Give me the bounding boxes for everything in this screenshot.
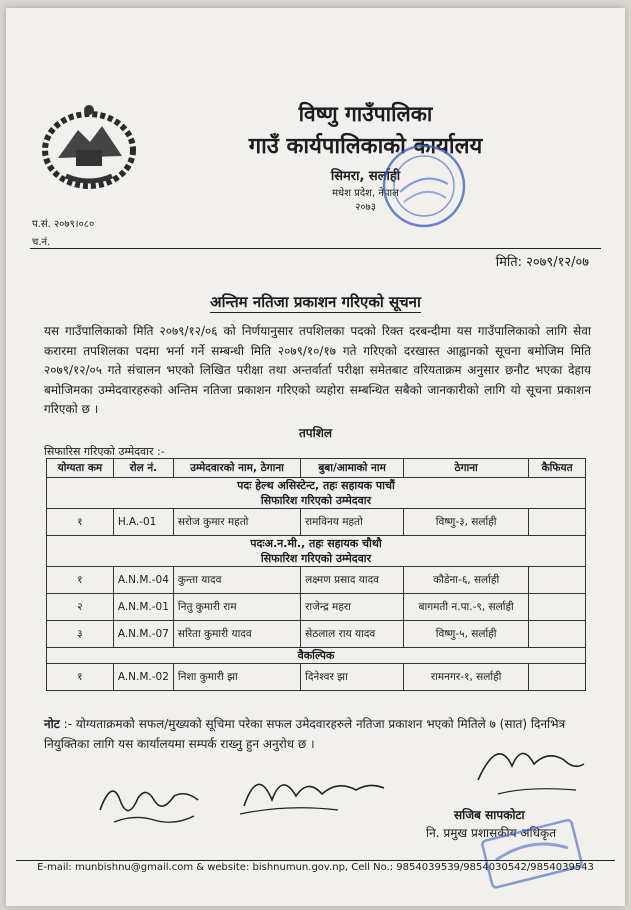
established-year: २०७३: [355, 202, 376, 213]
table-cell: रामविनय महतो: [301, 509, 404, 536]
table-cell: नितु कुमारी राम: [173, 594, 300, 621]
section-title: [47, 536, 586, 567]
notice-title: [6, 292, 625, 312]
table-row: [47, 509, 586, 536]
table-cell: लक्ष्मण प्रसाद यादव: [301, 567, 404, 594]
section-title: [47, 478, 586, 509]
table-cell: A.N.M.-01: [113, 594, 173, 621]
section-row: [47, 536, 586, 567]
section-row: [47, 478, 586, 509]
table-cell: [529, 567, 586, 594]
table-row: [47, 664, 586, 691]
table-cell: सरोज कुमार महतो: [173, 509, 300, 536]
table-row: [47, 567, 586, 594]
table-cell: कौडेना-६, सर्लाही: [404, 567, 529, 594]
table-cell: १: [47, 567, 114, 594]
footer-contact: E-mail: munbishnu@gmail.com & website: bishnumun.gov.np, Cell No.: 9854039539/9854030542/9854039543: [37, 862, 594, 873]
table-header: बुबा/आमाको नाम: [301, 459, 404, 478]
table-cell: सरिता कुमारी यादव: [173, 621, 300, 648]
table-cell: A.N.M.-02: [113, 664, 173, 691]
results-table: [46, 458, 586, 691]
table-cell: ३: [47, 621, 114, 648]
table-cell: राजेन्द्र महरा: [301, 594, 404, 621]
office-location: सिमरा, सर्लाही: [330, 169, 401, 184]
table-header: रोल नं.: [113, 459, 173, 478]
table-cell: [529, 664, 586, 691]
table-cell: [529, 621, 586, 648]
details-heading: तपशिल: [298, 426, 333, 440]
section-subtitle: सिफारिश गरिएको उम्मेदवार: [260, 552, 372, 565]
section-title: वैकल्पिक: [47, 648, 586, 664]
table-header-row: [47, 459, 586, 478]
reference-number: प.सं. २०७९।०८०: [32, 219, 95, 230]
notice-body: यस गाउँपालिकाको मिति २०७९/१२/०६ को निर्णयानुसार तपशिलका पदको रिक्त दरबन्दीमा यस गाउँपालिकाको लागि सेवा करारमा तपशिलका पदमा भर्ना गर्ने सम्बन्धी मिति २०७९/१०/१७ गते गरिएको दरखास्त आह्वानको सूचना बमोजिम मिति २०७९/१२/०५ गते संचालन भएको लिखित परीक्षा तथा अन्तर्वार्ता परीक्षा समेतबाट वरियताक्रम अनुसार छनौट भएका देहाय बमोजिमका उम्मेदवारहरुको अन्तिम नतिजा प्रकाशन गरिएको व्यहोरा सम्बन्धित सबैको जानकारीको लागि यो सूचना प्रकाशन गरिएको छ ।: [44, 324, 591, 416]
document-page: [6, 8, 625, 906]
table-header: ठेगाना: [404, 459, 529, 478]
table-header: योग्यता कम: [47, 459, 114, 478]
table-cell: विष्णु-५, सर्लाही: [404, 621, 529, 648]
notice-date: मिति: २०७९/१२/०७: [495, 255, 589, 270]
table-cell: दिनेश्वर झा: [301, 664, 404, 691]
signature-icon: [238, 760, 388, 820]
office-seal-icon: [378, 140, 470, 232]
section-subtitle: सिफारिश गरिएको उम्मेदवार: [260, 494, 372, 507]
table-cell: H.A.-01: [113, 509, 173, 536]
table-cell: २: [47, 594, 114, 621]
section-post: पदः हेल्थ असिस्टेन्ट, तहः सहायक पाचौं: [237, 479, 395, 492]
table-cell: रामनगर-१, सर्लाही: [404, 664, 529, 691]
table-cell: १: [47, 509, 114, 536]
officer-stamp-icon: [476, 816, 586, 896]
office-name: गाउँ कार्यपालिकाको कार्यालय: [248, 134, 483, 159]
notice-title-text: अन्तिम नतिजा प्रकाशन गरिएको सूचना: [210, 293, 421, 311]
table-cell: [529, 509, 586, 536]
section-row: [47, 648, 586, 664]
note-label: नोट: [44, 717, 60, 731]
table-cell: बागमती न.पा.-९, सर्लाही: [404, 594, 529, 621]
table-row: [47, 594, 586, 621]
table-cell: १: [47, 664, 114, 691]
table-cell: A.N.M.-07: [113, 621, 173, 648]
table-cell: [529, 594, 586, 621]
signer-name: सजिब सापकोटा: [454, 808, 525, 822]
signature-icon: [94, 770, 214, 830]
header-divider: [30, 248, 601, 249]
footer-divider: [16, 860, 615, 861]
table-header: कैफियत: [529, 459, 586, 478]
table-header: उम्मेदवारको नाम, ठेगाना: [173, 459, 300, 478]
signature-icon: [468, 730, 588, 800]
table-cell: सेठलाल राय यादव: [301, 621, 404, 648]
municipality-name: विष्णु गाउँपालिका: [298, 102, 433, 126]
dispatch-number: च.नं.: [32, 237, 51, 248]
table-cell: कुन्ता यादव: [173, 567, 300, 594]
table-cell: निशा कुमारी झा: [173, 664, 300, 691]
table-row: [47, 621, 586, 648]
section-post: पदःअ.न.मी., तहः सहायक चौथौ: [250, 537, 382, 550]
table-cell: A.N.M.-04: [113, 567, 173, 594]
signer-title: नि. प्रमुख प्रशासकीय अधिकृत: [426, 826, 557, 840]
table-cell: विष्णु-३, सर्लाही: [404, 509, 529, 536]
recommended-label: सिफारिस गरिएको उम्मेदवार :-: [44, 445, 165, 458]
province-name: मधेश प्रदेश, नेपाल: [332, 188, 399, 199]
note-text: :- योग्यताक्रमको सफल/मुख्यको सूचिमा परेका सफल उमेदवारहरुले नतिजा प्रकाशन भएको मितिले ७ (सात) दिनभित्र नियुक्तिका लागि यस कार्यालयमा सम्पर्क राख्नु हुन अनुरोध छ ।: [44, 717, 566, 751]
